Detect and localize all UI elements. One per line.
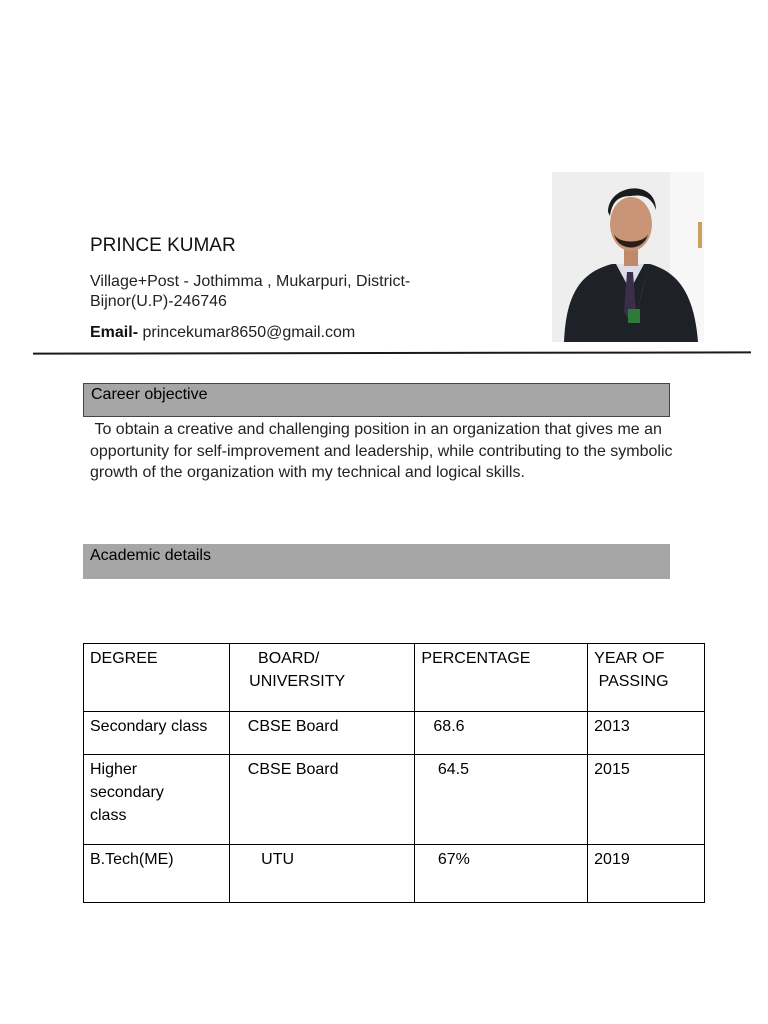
year-cell: 2013 <box>594 718 630 735</box>
board-cell: CBSE Board <box>247 718 339 735</box>
email-label: Email- <box>90 324 139 341</box>
column-header-percentage: PERCENTAGE <box>421 650 531 667</box>
profile-photo <box>552 172 704 342</box>
degree-cell: B.Tech(ME) <box>90 851 174 868</box>
table-row <box>84 712 705 755</box>
table-row <box>84 845 705 903</box>
table-header-row <box>84 644 705 712</box>
column-header-year: YEAR OF PASSING <box>594 650 669 690</box>
column-header-degree: DEGREE <box>90 650 158 667</box>
academic-details-heading: Academic details <box>83 544 670 579</box>
profile-photo-illustration <box>552 172 704 342</box>
career-objective-heading: Career objective <box>83 383 670 417</box>
address: Village+Post - Jothimma , Mukarpuri, District-Bijnor(U.P)-246746 <box>90 273 411 310</box>
board-cell: CBSE Board <box>247 761 339 778</box>
degree-cell: Secondary class <box>90 718 208 735</box>
table-row <box>84 755 705 845</box>
email-line <box>90 324 355 342</box>
academic-table <box>83 643 705 903</box>
column-header-board: BOARD/ UNIVERSITY <box>249 650 346 690</box>
percentage-cell: 64.5 <box>433 761 469 778</box>
degree-cell: Higher secondary class <box>90 761 164 824</box>
board-cell: UTU <box>247 851 295 868</box>
percentage-cell: 68.6 <box>433 718 465 735</box>
email-value: princekumar8650@gmail.com <box>138 324 356 341</box>
candidate-name: PRINCE KUMAR <box>90 235 236 256</box>
percentage-cell: 67% <box>433 851 470 868</box>
header-divider <box>33 351 751 354</box>
career-objective-text: To obtain a creative and challenging position in an organization that gives me an opportunity for self-improvement and leadership, while contributing to the symbolic growth of the organization with my technical and logical skills. <box>90 421 677 481</box>
year-cell: 2015 <box>594 761 630 778</box>
year-cell: 2019 <box>594 851 630 868</box>
